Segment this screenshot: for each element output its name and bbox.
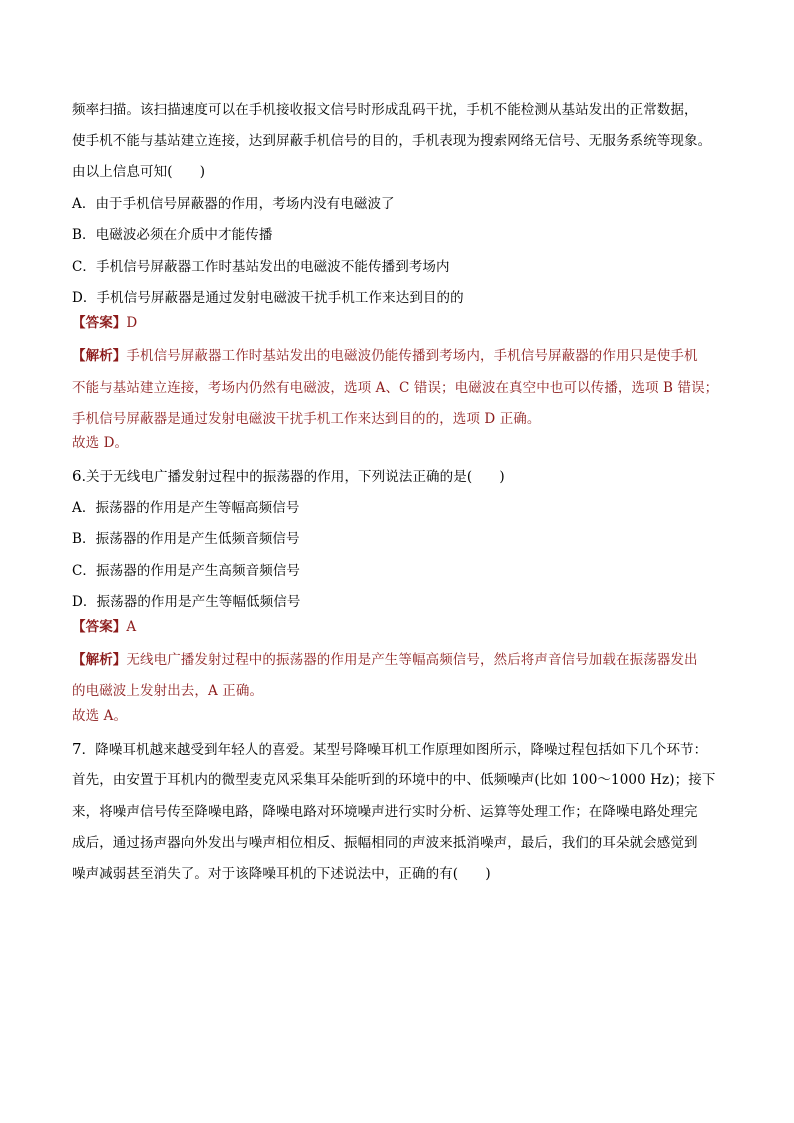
q5-analysis-line-3: 手机信号屏蔽器是通过发射电磁波干扰手机工作来达到目的的，选项 D 正确。 <box>72 411 541 427</box>
intro-line-2: 使手机不能与基站建立连接，达到屏蔽手机信号的目的，手机表现为搜索网络无信号、无服务系统等现象。 <box>72 133 712 149</box>
q6-number: 6 <box>72 467 82 485</box>
q6-stem-text: .关于无线电广播发射过程中的振荡器的作用，下列说法正确的是( ) <box>81 469 505 485</box>
q5-answer <box>72 314 137 332</box>
q6-option-b: B．振荡器的作用是产生低频音频信号 <box>72 531 300 547</box>
q6-answer-value: A <box>126 619 137 635</box>
q6-answer <box>72 618 136 636</box>
q5-analysis-tag: 【解析】 <box>72 348 127 364</box>
q5-conclusion: 故选 D。 <box>72 435 129 451</box>
intro-line-3: 由以上信息可知( ) <box>72 164 206 180</box>
q7-stem-line-3: 来，将噪声信号传至降噪电路，降噪电路对环境噪声进行实时分析、运算等处理工作；在降噪电路处理完 <box>72 804 698 820</box>
q6-analysis-line-2: 的电磁波上发射出去，A 正确。 <box>72 683 264 699</box>
q6-analysis-tag: 【解析】 <box>72 652 127 668</box>
q6-stem <box>72 467 505 486</box>
q7-stem-line-1 <box>72 740 707 759</box>
q5-analysis-text-1: 手机信号屏蔽器工作时基站发出的电磁波仍能传播到考场内，手机信号屏蔽器的作用只是使手机 <box>126 348 698 364</box>
q7-number: 7 <box>72 740 82 758</box>
q6-analysis-text-1: 无线电广播发射过程中的振荡器的作用是产生等幅高频信号，然后将声音信号加载在振荡器发出 <box>126 652 698 668</box>
q7-stem-line-4: 成后，通过扬声器向外发出与噪声相位相反、振幅相同的声波来抵消噪声，最后，我们的耳朵就会感觉到 <box>72 835 698 851</box>
q6-conclusion: 故选 A。 <box>72 708 128 724</box>
q6-option-a: A．振荡器的作用是产生等幅高频信号 <box>72 500 300 516</box>
q5-option-c: C．手机信号屏蔽器工作时基站发出的电磁波不能传播到考场内 <box>72 259 450 275</box>
q5-option-d: D．手机信号屏蔽器是通过发射电磁波干扰手机工作来达到目的的 <box>72 290 464 306</box>
q7-stem-text-1: ．降噪耳机越来越受到年轻人的喜爱。某型号降噪耳机工作原理如图所示，降噪过程包括如下几个环节： <box>81 742 708 758</box>
q5-answer-value: D <box>126 315 138 331</box>
q6-analysis-line-1 <box>72 651 698 669</box>
q5-option-b: B．电磁波必须在介质中才能传播 <box>72 227 273 243</box>
q5-analysis-line-2: 不能与基站建立连接，考场内仍然有电磁波，选项 A、C 错误；电磁波在真空中也可以传播，选项 B 错误； <box>72 380 719 396</box>
q6-answer-tag: 【答案】 <box>72 619 127 635</box>
q6-option-c: C．振荡器的作用是产生高频音频信号 <box>72 563 301 579</box>
q5-answer-tag: 【答案】 <box>72 315 127 331</box>
intro-line-1: 频率扫描。该扫描速度可以在手机接收报文信号时形成乱码干扰，手机不能检测从基站发出的正常数据， <box>72 102 698 118</box>
q7-stem-line-5: 噪声减弱甚至消失了。对于该降噪耳机的下述说法中，正确的有( ) <box>72 866 491 882</box>
q6-option-d: D．振荡器的作用是产生等幅低频信号 <box>72 594 301 610</box>
q5-analysis-line-1 <box>72 347 698 365</box>
q5-option-a: A．由于手机信号屏蔽器的作用，考场内没有电磁波了 <box>72 196 395 212</box>
q7-stem-line-2: 首先，由安置于耳机内的微型麦克风采集耳朵能听到的环境中的中、低频噪声(比如 100～1000 Hz)；接下 <box>72 772 716 788</box>
